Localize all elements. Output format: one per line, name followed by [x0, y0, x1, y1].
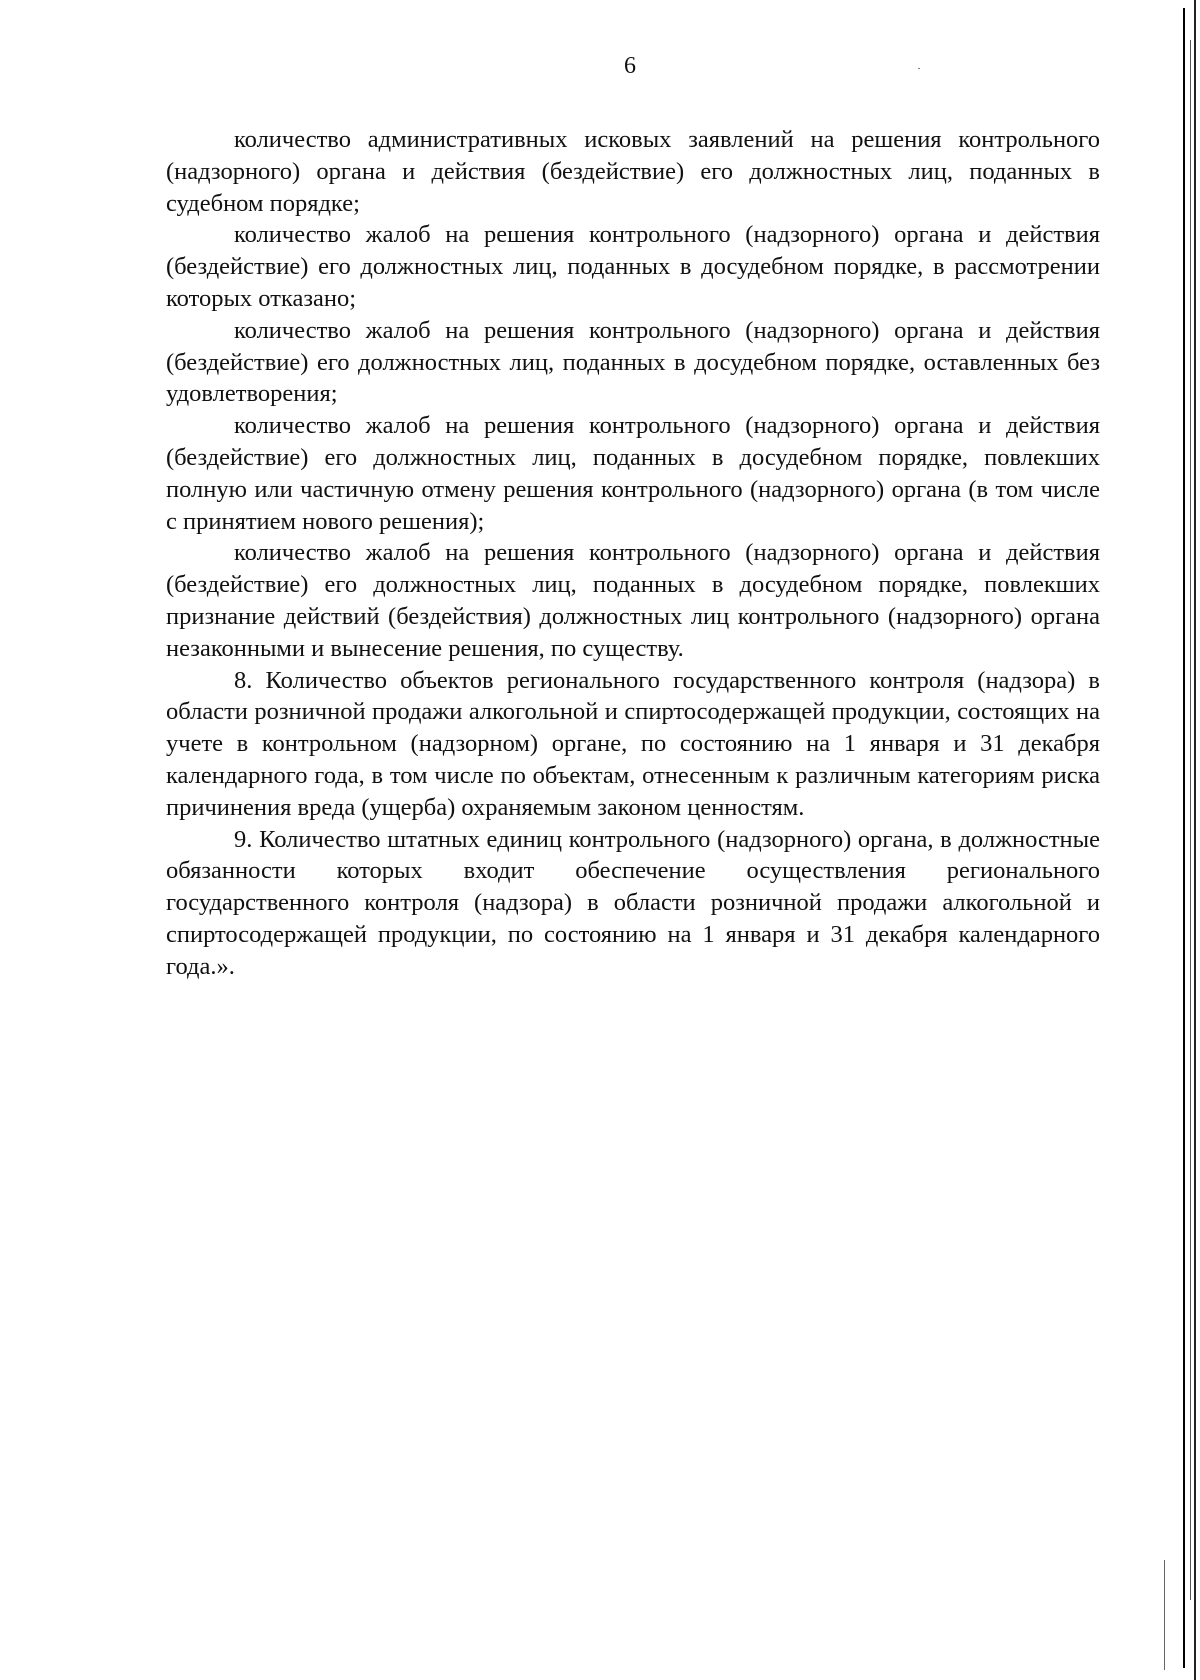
paragraph-item-8: 8. Количество объектов регионального государственного контроля (надзора) в области розничной продажи алкогольной и спиртосодержащей продукции, состоящих на учете в контрольном (надзорном) органе, по состоянию на 1 января и 31 декабря календарного года, в том числе по объектам, отнесенным к различным категориям риска причинения вреда (ущерба) охраняемым законом ценностям. — [166, 666, 1100, 821]
scan-edge-line — [1194, 0, 1196, 1680]
scan-edge-line — [1190, 40, 1191, 1600]
paragraph-item-9: 9. Количество штатных единиц контрольного (надзорного) органа, в должностные обязанности которых входит обеспечение осуществления регионального государственного контроля (надзора) в области розничной продажи алкогольной и спиртосодержащей продукции, по состоянию на 1 января и 31 декабря календарного года.». — [166, 825, 1100, 980]
page-number: 6 — [624, 53, 636, 79]
paragraph-admin-claims: количество административных исковых заявлений на решения контрольного (надзорного) органа и действия (бездействие) его должностных лиц, поданных в судебном порядке; — [166, 126, 1100, 217]
paragraph-complaints-refused: количество жалоб на решения контрольного (надзорного) органа и действия (бездействие) его должностных лиц, поданных в досудебном порядке, в рассмотрении которых отказано; — [166, 221, 1100, 312]
scan-artifact — [918, 68, 920, 69]
paragraph-complaints-annulment: количество жалоб на решения контрольного (надзорного) органа и действия (бездействие) его должностных лиц, поданных в досудебном порядке, повлекших полную или частичную отмену решения контрольного (надзорного) органа (в том числе с принятием нового решения); — [166, 412, 1100, 535]
paragraph-complaints-unlawful: количество жалоб на решения контрольного (надзорного) органа и действия (бездействие) его должностных лиц, поданных в досудебном порядке, повлекших признание действий (бездействия) должностных лиц контрольного (надзорного) органа незаконными и вынесение решения, по существу. — [166, 539, 1100, 662]
paragraph-complaints-unsatisfied: количество жалоб на решения контрольного (надзорного) органа и действия (бездействие) его должностных лиц, поданных в досудебном порядке, оставленных без удовлетворения; — [166, 316, 1100, 408]
scan-edge-line — [1164, 1560, 1165, 1670]
document-body — [166, 124, 1100, 983]
scan-edge-line — [1183, 8, 1185, 1668]
